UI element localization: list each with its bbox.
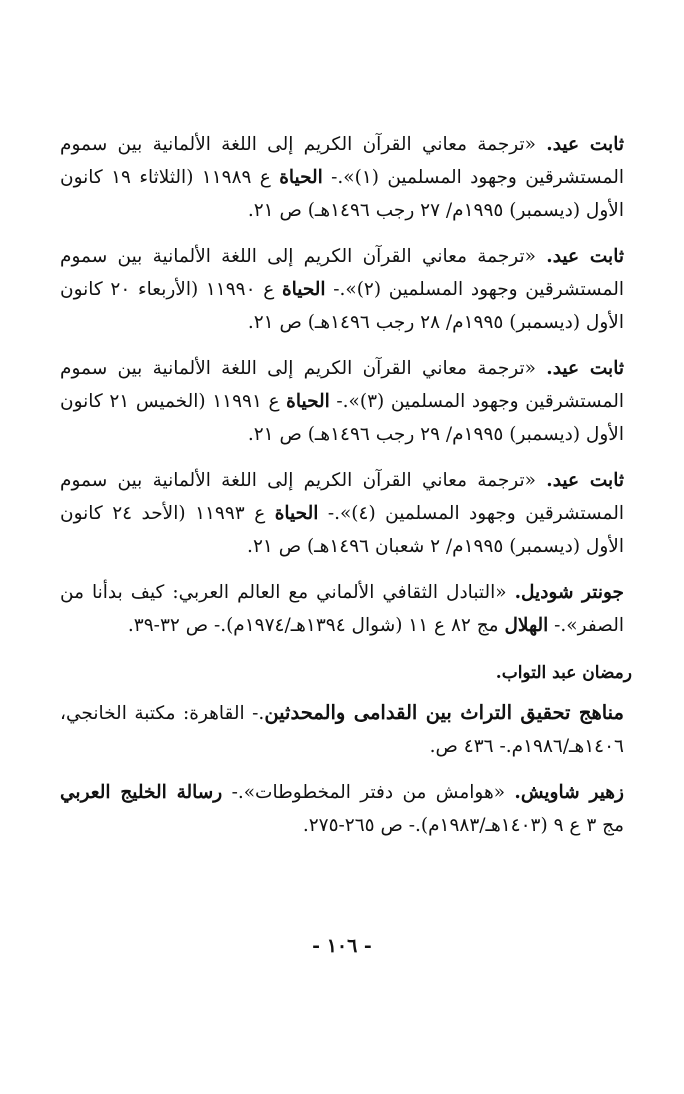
entry-journal: رسالة الخليج العربي (60, 782, 223, 803)
entry-journal: الحياة (286, 391, 330, 412)
entry-details: ع ١١٩٩١ (الخميس ٢١ كانون الأول (ديسمبر) ١٩٩٥م/ ٢٩ رجب ١٤٩٦هـ) ص ٢١. (60, 391, 624, 445)
book-details: .- القاهرة: مكتبة الخانجي، ١٤٠٦هـ/١٩٨٦م.- ٤٣٦ ص. (60, 703, 624, 757)
entry-author: ثابت عيد. (546, 246, 624, 267)
entry-title: «هوامش من دفتر المخطوطات».- (222, 782, 515, 803)
book-title: مناهج تحقيق التراث بين القدامى والمحدثين (264, 701, 624, 724)
entry-author: ثابت عيد. (546, 134, 624, 155)
entry-journal: الحياة (279, 167, 323, 188)
bibliography-entry (60, 464, 624, 563)
entry-author: ثابت عيد. (546, 358, 624, 379)
entry-title: «ترجمة معاني القرآن الكريم إلى اللغة الألمانية بين سموم المستشرقين وجهود المسلمين (١)».- (60, 134, 624, 188)
section-author-heading: رمضان عبد التواب. (495, 663, 632, 683)
entry-title: «ترجمة معاني القرآن الكريم إلى اللغة الألمانية بين سموم المستشرقين وجهود المسلمين (٢)».- (60, 246, 624, 300)
entry-details: ع ١١٩٨٩ (الثلاثاء ١٩ كانون الأول (ديسمبر) ١٩٩٥م/ ٢٧ رجب ١٤٩٦هـ) ص ٢١. (60, 167, 624, 221)
entry-journal: الحياة (281, 279, 326, 300)
entry-title: «التبادل الثقافي الألماني مع العالم العربي: كيف بدأنا من الصفر».- (60, 582, 624, 636)
bibliography-entry-book (60, 696, 624, 763)
page-number: - ١٠٦ - (312, 935, 372, 957)
bibliography-entry (60, 352, 624, 451)
entry-author: ثابت عيد. (546, 470, 624, 491)
entry-title: «ترجمة معاني القرآن الكريم إلى اللغة الألمانية بين سموم المستشرقين وجهود المسلمين (٣)».- (60, 358, 624, 412)
entry-journal: الحياة (274, 503, 319, 524)
entry-details: مج ٣ ع ٩ (١٤٠٣هـ/١٩٨٣م).- ص ٢٦٥-٢٧٥. (302, 815, 624, 836)
bibliography-entry (60, 776, 624, 842)
entry-author: زهير شاويش. (514, 782, 624, 803)
bibliography-entry (60, 240, 624, 339)
bibliography-list (60, 128, 632, 855)
bibliography-entry (60, 128, 624, 227)
entry-journal: الهلال (504, 615, 549, 636)
bibliography-entry (60, 576, 624, 642)
entry-details: مج ٨٢ ع ١١ (شوال ١٣٩٤هـ/١٩٧٤م).- ص ٣٢-٣٩. (127, 615, 505, 636)
entry-details: ع ١١٩٩٣ (الأحد ٢٤ كانون الأول (ديسمبر) ١٩٩٥م/ ٢ شعبان ١٤٩٦هـ) ص ٢١. (60, 503, 624, 557)
entry-title: «ترجمة معاني القرآن الكريم إلى اللغة الألمانية بين سموم المستشرقين وجهود المسلمين (٤)».- (60, 470, 624, 524)
entry-author: جونتر شوديل. (514, 582, 624, 603)
entry-details: ع ١١٩٩٠ (الأربعاء ٢٠ كانون الأول (ديسمبر) ١٩٩٥م/ ٢٨ رجب ١٤٩٦هـ) ص ٢١. (60, 279, 624, 333)
